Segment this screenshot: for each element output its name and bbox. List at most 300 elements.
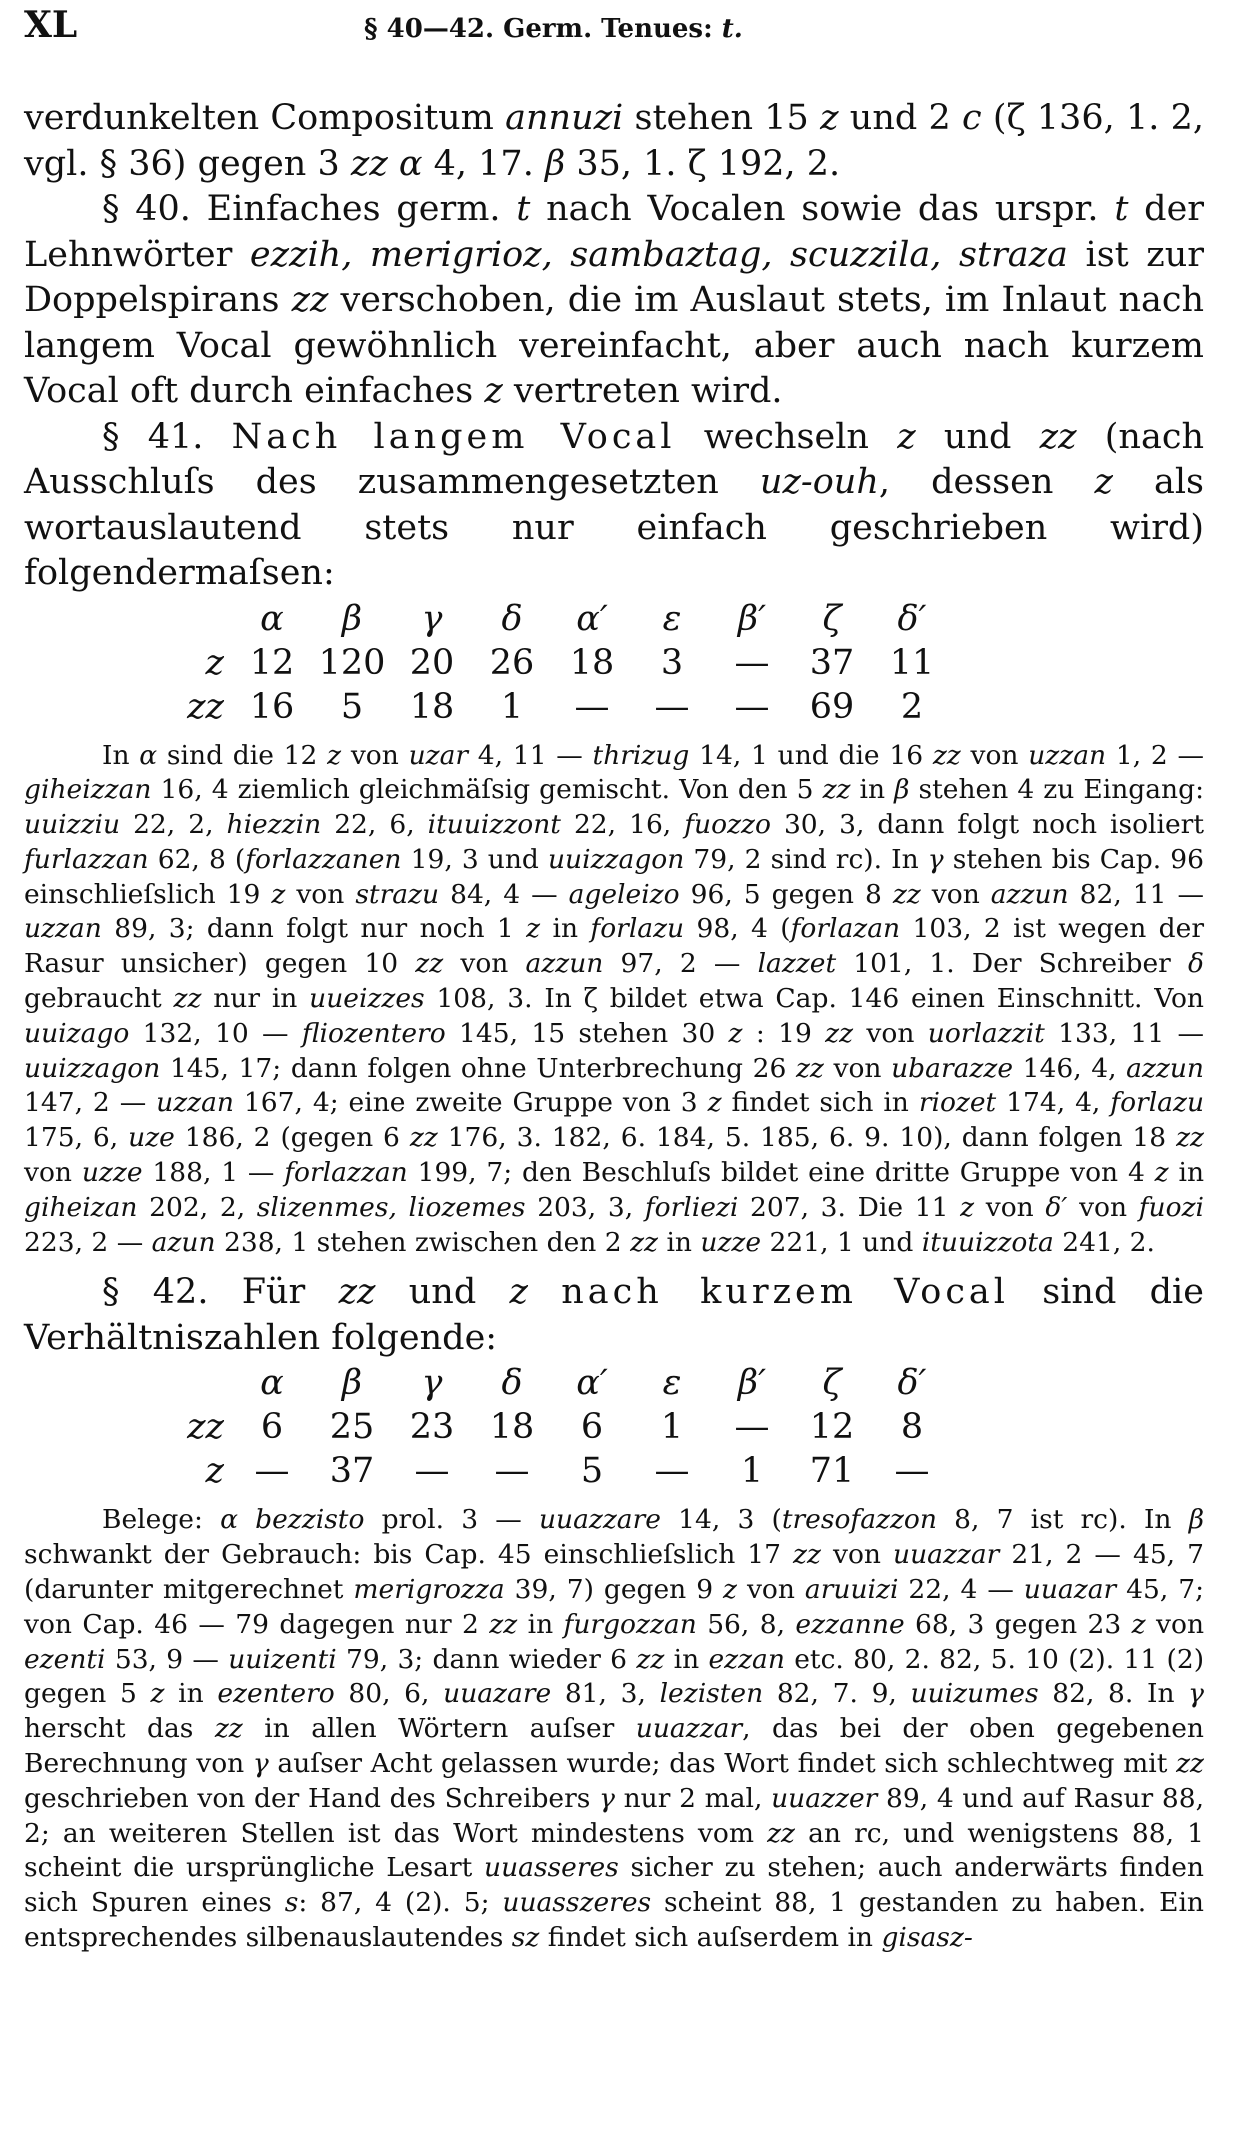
table-row-label: z <box>205 642 224 683</box>
table-column-header: γ <box>421 598 443 639</box>
table-cell: 2 <box>900 686 924 727</box>
table-cell: 6 <box>580 1407 604 1448</box>
text-run: von <box>737 1574 805 1606</box>
text-run: von <box>285 878 356 910</box>
table-cell: 1 <box>500 686 524 727</box>
italic-term: zz α <box>350 143 423 184</box>
italic-term: uorlazzit <box>927 1017 1045 1049</box>
table-column-header: β <box>341 598 363 639</box>
table-cell: — <box>734 1407 770 1448</box>
table-cell: 5 <box>340 686 364 727</box>
text-run: 186, 2 (gegen 6 <box>174 1122 410 1154</box>
italic-term: zz <box>173 983 202 1015</box>
italic-term: sz <box>511 1922 540 1954</box>
text-run: 221, 1 und <box>761 1226 922 1258</box>
spaced-heading-text: Nach langem Vocal <box>231 416 676 457</box>
text-run: 82, 11 — <box>1068 878 1204 910</box>
italic-term: lazzet <box>757 948 837 980</box>
text-run: von <box>823 1052 892 1084</box>
italic-term: zz <box>415 948 444 980</box>
italic-term: zz <box>338 1272 376 1313</box>
text-run: von <box>1145 1608 1205 1640</box>
italic-term: z <box>707 1087 722 1119</box>
short-vowel-count-table <box>164 1361 952 1493</box>
intro-paragraph <box>24 96 1204 187</box>
italic-term: uzar <box>408 739 469 771</box>
italic-term: giheizzan <box>24 774 152 806</box>
table-cell: 1 <box>740 1451 764 1492</box>
text-run: 108, 3. In ζ bildet etwa Cap. 146 einen Einschnitt. Von <box>424 983 1204 1015</box>
text-run: auſser Acht gelassen wurde; das Wort findet sich schlechtweg mit <box>268 1748 1177 1780</box>
text-run: in <box>164 1678 218 1710</box>
text-run: : 19 <box>742 1017 826 1049</box>
table-column-header: α <box>260 598 284 639</box>
italic-term: uuizziu <box>24 809 121 841</box>
italic-term: uueizzes <box>309 983 425 1015</box>
italic-term: azun <box>151 1226 216 1258</box>
text-run: 241, 2. <box>1053 1226 1155 1258</box>
text-run: 14, 1 und die 16 <box>689 739 933 771</box>
section-41-notes <box>24 739 1204 1261</box>
text-run: 22, 6, <box>321 809 428 841</box>
text-run: 145, 15 stehen 30 <box>445 1017 729 1049</box>
table-header-row <box>164 597 952 641</box>
table-cell: 18 <box>409 686 455 727</box>
text-run: nur 2 mal, <box>614 1782 772 1814</box>
text-run: 202, 2, <box>137 1191 257 1223</box>
italic-term: zz <box>291 280 329 320</box>
text-run: von <box>974 1191 1046 1223</box>
italic-term: ituuizzont <box>427 809 561 841</box>
text-run: verdunkelten Compositum <box>24 98 506 138</box>
italic-term: z <box>484 371 503 411</box>
italic-term: uuazare <box>443 1678 552 1710</box>
italic-term: ituuizzota <box>921 1226 1054 1258</box>
text-run: und 2 <box>838 98 963 138</box>
text-run: verschoben, die im Auslaut stets, im Inlaut nach langem Vocal gewöhnlich vereinfacht, aber auch nach kurzem Vocal oft durch einfaches <box>24 280 1204 411</box>
text-run: nach Vocalen sowie das urspr. <box>530 189 1115 229</box>
table-cell: 5 <box>580 1451 604 1492</box>
table-row-label: zz <box>187 686 224 727</box>
italic-term: z <box>1154 1157 1169 1189</box>
text-run: sicher zu stehen; auch anderwärts finden sich Spuren eines <box>24 1852 1204 1919</box>
italic-term: δ <box>1188 948 1204 980</box>
text-run: findet sich in <box>721 1087 919 1119</box>
text-run: 101, 1. Der Schreiber <box>836 948 1189 980</box>
table-cell: 1 <box>660 1407 684 1448</box>
table-row <box>164 1405 952 1449</box>
italic-term: α <box>139 739 158 771</box>
text-run: gebraucht <box>24 983 174 1015</box>
italic-term: forlazzanen <box>245 843 402 875</box>
text-run: 62, 8 ( <box>148 843 246 875</box>
text-run: 39, 7) gegen 9 <box>504 1574 724 1606</box>
table-column-header: ε <box>662 598 682 639</box>
running-title-text: § 40—42. Germ. Tenues: <box>364 14 722 44</box>
italic-term: thrizug <box>592 739 690 771</box>
italic-term: uz-ouh <box>759 462 879 502</box>
italic-term: β <box>544 143 566 184</box>
table-cell: 18 <box>569 642 615 683</box>
text-run: von <box>820 1539 894 1571</box>
text-run: in allen Wörtern auſser <box>242 1713 636 1745</box>
italic-term: uuizago <box>24 1017 130 1049</box>
italic-term: merigrozza <box>353 1574 505 1606</box>
spaced-heading-text: nach kurzem Vocal <box>561 1272 1009 1313</box>
table-cell: — <box>654 686 690 727</box>
text-run: , das bei der oben gegebenen Berechnung von <box>24 1713 1204 1780</box>
table-row <box>164 1449 952 1493</box>
table-column-header: α′ <box>576 1363 608 1404</box>
table-cell: — <box>574 686 610 727</box>
table-cell: — <box>254 1451 290 1492</box>
italic-term: forlazan <box>790 913 901 945</box>
text-run: Belege: <box>102 1504 221 1536</box>
italic-term: uzzan <box>156 1087 234 1119</box>
italic-term: uzzan <box>1028 739 1107 771</box>
italic-term: uuizumes <box>910 1678 1039 1710</box>
text-run <box>528 1272 561 1312</box>
table-corner-cell <box>164 1361 232 1405</box>
table-corner-cell <box>164 597 232 641</box>
text-run: 1, 2 — <box>1106 739 1204 771</box>
italic-term: uzze <box>81 1157 143 1189</box>
italic-term: z <box>1094 462 1113 502</box>
running-title-letter: t. <box>721 14 743 44</box>
text-run: findet sich auſserdem in <box>539 1922 882 1954</box>
italic-term: uuasszeres <box>502 1887 652 1919</box>
italic-term: uze <box>128 1122 175 1154</box>
text-run: in <box>517 1608 564 1640</box>
table-row <box>164 641 952 685</box>
text-run: 4, 17. <box>422 143 545 184</box>
text-run: 53, 9 — <box>105 1643 229 1675</box>
text-run: 146, 4, <box>1013 1052 1127 1084</box>
text-run: vertreten wird. <box>502 371 783 411</box>
text-run: (ζ 136, 1. 2, vgl. § 36) gegen 3 <box>24 98 1205 184</box>
italic-term: tresofazzon <box>781 1504 937 1536</box>
table-column-header: α <box>260 1363 284 1404</box>
text-run: (nach Ausschluſs des zusammengesetzten <box>24 416 1204 502</box>
text-run: und <box>915 416 1040 457</box>
italic-term: fuozzo <box>684 809 771 841</box>
text-run: scheint 88, 1 gestanden zu haben. Ein entsprechendes silbenauslautendes <box>24 1887 1204 1954</box>
table-column-header: α′ <box>576 598 608 639</box>
italic-term: ubarazze <box>891 1052 1014 1084</box>
italic-term: zz <box>825 1017 854 1049</box>
italic-term: ageleizo <box>568 878 680 910</box>
italic-term: uuizenti <box>228 1643 337 1675</box>
italic-term: β <box>1188 1504 1205 1536</box>
italic-term: z <box>271 878 286 910</box>
italic-term: hiezzin <box>226 809 322 841</box>
italic-term: riozet <box>918 1087 997 1119</box>
section-42-notes <box>24 1503 1204 1955</box>
text-run: 68, 3 gegen 23 <box>904 1608 1132 1640</box>
italic-term: t <box>516 189 531 229</box>
table-column-header: δ <box>501 598 523 639</box>
text-run: 82, 8. In <box>1038 1678 1189 1710</box>
text-run: 79, 2 sind rc). In <box>684 843 928 875</box>
italic-term: zz <box>1039 416 1077 457</box>
text-run: in <box>1168 1157 1205 1189</box>
italic-term: zz <box>767 1817 796 1849</box>
italic-term: uuizzagon <box>24 1052 161 1084</box>
table-row-label: zz <box>187 1407 224 1448</box>
text-run: 35, 1. ζ 192, 2. <box>565 143 841 184</box>
italic-term: fuozi <box>1138 1191 1205 1223</box>
table-cell: 37 <box>329 1451 375 1492</box>
italic-term: zz <box>932 739 961 771</box>
text-run: 188, 1 — <box>142 1157 285 1189</box>
table-cell: 18 <box>489 1407 535 1448</box>
italic-term: ezenti <box>24 1643 106 1675</box>
text-run: stehen bis Cap. 96 einschlieſslich 19 <box>24 843 1204 910</box>
italic-term: annuzi <box>505 98 624 138</box>
italic-term: ezentero <box>217 1678 335 1710</box>
table-column-header: δ′ <box>897 598 927 639</box>
section-41-paragraph <box>24 415 1204 597</box>
italic-term: forliezi <box>644 1191 739 1223</box>
table-cell: 26 <box>489 642 535 683</box>
text-run: 223, 2 — <box>24 1226 152 1258</box>
text-run: In <box>102 739 140 771</box>
italic-term: β <box>894 774 910 806</box>
table-header-row <box>164 1361 952 1405</box>
italic-term: z <box>509 1272 528 1313</box>
text-run: und <box>375 1272 510 1313</box>
table-column-header: δ′ <box>897 1363 927 1404</box>
text-run: 80, 6, <box>334 1678 444 1710</box>
text-run: nur in <box>201 983 310 1015</box>
text-run: der Lehnwörter <box>24 189 1205 275</box>
long-vowel-count-table <box>164 597 952 729</box>
text-run: 199, 7; den Beschluſs bildet eine dritte Gruppe von 4 <box>407 1157 1155 1189</box>
text-run: 97, 2 — <box>603 948 758 980</box>
text-run: § 41. <box>102 416 232 457</box>
text-run: 96, 5 gegen 8 <box>679 878 893 910</box>
italic-term: furgozzan <box>563 1608 697 1640</box>
italic-term: t <box>1114 189 1129 229</box>
italic-term: forlazu <box>1110 1087 1205 1119</box>
table-column-header: δ <box>501 1363 523 1404</box>
text-run: in <box>658 1226 701 1258</box>
italic-term: aruuizi <box>804 1574 899 1606</box>
table-cell: 12 <box>809 1407 855 1448</box>
italic-term: z <box>526 913 541 945</box>
table-cell: — <box>894 1451 930 1492</box>
text-run: von <box>920 878 991 910</box>
table-cell: — <box>414 1451 450 1492</box>
italic-term: ezzih, merigrioz, sambaztag, scuzzila, straza <box>249 234 1068 275</box>
italic-term: z <box>820 98 839 138</box>
table-column-header: β′ <box>737 1363 767 1404</box>
text-run: 14, 3 ( <box>660 1504 782 1536</box>
text-run: sind die 12 <box>157 739 328 771</box>
text-run: von <box>960 739 1029 771</box>
italic-term: uuazzare <box>538 1504 661 1536</box>
italic-term: uzzan <box>24 913 102 945</box>
italic-term: forlazzan <box>284 1157 408 1189</box>
table-column-header: ζ <box>822 1363 842 1404</box>
text-run: 203, 3, <box>525 1191 645 1223</box>
text-run: wechseln <box>675 416 898 457</box>
text-run: von <box>341 739 409 771</box>
text-run: in <box>850 774 895 806</box>
table-cell: 16 <box>249 686 295 727</box>
italic-term: azzun <box>525 948 604 980</box>
text-run: 133, 11 — <box>1044 1017 1205 1049</box>
text-run: etc. 80, 2. 82, 5. 10 (2). 11 (2) gegen 5 <box>24 1643 1205 1710</box>
italic-term: z <box>723 1574 737 1606</box>
text-run: stehen 15 <box>623 98 821 138</box>
text-run: 79, 3; dann wieder 6 <box>336 1643 637 1675</box>
italic-term: zz <box>892 878 921 910</box>
italic-term: c <box>962 98 982 138</box>
text-run: 19, 3 und <box>401 843 548 875</box>
italic-term: zz <box>409 1122 438 1154</box>
italic-term: z <box>960 1191 975 1223</box>
italic-term: zz <box>795 1052 824 1084</box>
italic-term: γ <box>599 1782 615 1814</box>
text-run: 174, 4, <box>996 1087 1111 1119</box>
table-cell: 3 <box>660 642 684 683</box>
italic-term: uuazzar <box>893 1539 1000 1571</box>
text-run: 238, 1 stehen zwischen den 2 <box>215 1226 631 1258</box>
italic-term: z <box>1131 1608 1146 1640</box>
italic-term: s <box>284 1887 299 1919</box>
text-run: als wortauslautend stets nur einfach geschrieben wird) folgendermaſsen: <box>24 462 1205 593</box>
text-run: von <box>853 1017 928 1049</box>
text-run: 89, 4 und auf Rasur 88, 2; an weiteren Stellen ist das Wort mindestens vom <box>24 1782 1205 1849</box>
running-header <box>24 4 1204 52</box>
table-row-label: z <box>205 1451 224 1492</box>
table-column-header: γ <box>421 1363 443 1404</box>
text-run: 98, 4 ( <box>684 913 791 945</box>
text-run: § 40. Einfaches germ. <box>102 189 517 229</box>
table-cell: — <box>734 642 770 683</box>
text-run: 30, 3, dann folgt noch isoliert <box>770 809 1205 841</box>
text-run: : 87, 4 (2). 5; <box>298 1887 503 1919</box>
table-cell: 25 <box>329 1407 375 1448</box>
text-run: 147, 2 — <box>24 1087 157 1119</box>
italic-term: forlazu <box>590 913 685 945</box>
text-run: von <box>443 948 526 980</box>
italic-term: zz <box>489 1608 518 1640</box>
italic-term: δ′ <box>1045 1191 1068 1223</box>
text-run: 89, 3; dann folgt nur noch 1 <box>101 913 527 945</box>
text-run: in <box>664 1643 709 1675</box>
section-40-paragraph <box>24 187 1204 415</box>
table-cell: — <box>494 1451 530 1492</box>
text-run: 145, 17; dann folgen ohne Unterbrechung 26 <box>160 1052 796 1084</box>
text-run: 103, 2 ist wegen der Rasur unsicher) gegen 10 <box>24 913 1204 980</box>
text-run: sind die Verhältniszahlen folgende: <box>24 1272 1204 1358</box>
text-run: 132, 10 — <box>129 1017 302 1049</box>
italic-term: zz <box>630 1226 659 1258</box>
text-run: 84, 4 — <box>439 878 569 910</box>
italic-term: γ <box>927 843 944 875</box>
table-column-header: ε <box>662 1363 682 1404</box>
italic-term: α bezzisto <box>220 1504 365 1536</box>
italic-term: uuazzer <box>771 1782 878 1814</box>
text-run: herscht das <box>24 1713 215 1745</box>
italic-term: uuizzagon <box>547 843 685 875</box>
italic-term: strazu <box>355 878 440 910</box>
table-cell: 69 <box>809 686 855 727</box>
italic-term: furlazzan <box>24 843 149 875</box>
italic-term: ezzanne <box>795 1608 905 1640</box>
text-run: 22, 16, <box>560 809 685 841</box>
text-run: 8, 7 ist rc). In <box>936 1504 1189 1536</box>
italic-term: z <box>150 1678 165 1710</box>
italic-term: zz <box>1176 1122 1204 1154</box>
text-run: 81, 3, <box>551 1678 660 1710</box>
table-column-header: β <box>341 1363 363 1404</box>
text-run: geschrieben von der Hand des Schreibers <box>24 1782 600 1814</box>
italic-term: γ <box>252 1748 269 1780</box>
text-run: , dessen <box>878 462 1095 502</box>
text-run: 167, 4; eine zweite Gruppe von 3 <box>234 1087 708 1119</box>
text-run: 56, 8, <box>696 1608 796 1640</box>
italic-term: giheizan <box>24 1191 138 1223</box>
table-row <box>164 685 952 729</box>
table-cell: 120 <box>318 642 386 683</box>
table-cell: — <box>654 1451 690 1492</box>
table-cell: 37 <box>809 642 855 683</box>
italic-term: zz <box>636 1643 665 1675</box>
italic-term: slizenmes, liozemes <box>256 1191 526 1223</box>
italic-term: uuazar <box>1023 1574 1117 1606</box>
text-run: schwankt der Gebrauch: bis Cap. 45 einschlieſslich 17 <box>24 1539 794 1571</box>
text-run: stehen 4 zu Eingang: <box>909 774 1204 806</box>
italic-term: gisasz- <box>881 1922 973 1954</box>
text-run: 22, 2, <box>120 809 227 841</box>
italic-term: zz <box>214 1713 243 1745</box>
italic-term: z <box>327 739 342 771</box>
table-cell: 20 <box>409 642 455 683</box>
text-run: 45, 7; von Cap. 46 — 79 dagegen nur 2 <box>24 1574 1205 1640</box>
page-number: XL <box>24 4 78 46</box>
italic-term: zz <box>822 774 851 806</box>
text-run: in <box>540 913 591 945</box>
italic-term: zz <box>793 1539 821 1571</box>
italic-term: ezzan <box>708 1643 785 1675</box>
table-column-header: ζ <box>822 598 842 639</box>
text-run: § 42. Für <box>102 1272 339 1313</box>
text-run: von <box>1067 1191 1139 1223</box>
text-run: prol. 3 — <box>364 1504 539 1536</box>
table-column-header: β′ <box>737 598 767 639</box>
italic-term: γ <box>1188 1678 1205 1710</box>
text-run: 4, 11 — <box>468 739 593 771</box>
italic-term: z <box>728 1017 743 1049</box>
text-run: an rc, und wenigstens 88, 1 scheint die ursprüngliche Lesart <box>24 1817 1204 1884</box>
text-run: 82, 7. 9, <box>763 1678 911 1710</box>
italic-term: z <box>897 416 916 457</box>
table-cell: 23 <box>409 1407 455 1448</box>
text-run: 176, 3. 182, 6. 184, 5. 185, 6. 9. 10), dann folgen 18 <box>437 1122 1177 1154</box>
italic-term: zz <box>1176 1748 1204 1780</box>
table-cell: 8 <box>900 1407 924 1448</box>
text-run: 175, 6, <box>24 1122 129 1154</box>
text-run: 22, 4 — <box>898 1574 1024 1606</box>
table-cell: 71 <box>809 1451 855 1492</box>
italic-term: lezisten <box>659 1678 764 1710</box>
italic-term: uuasseres <box>484 1852 619 1884</box>
text-run: 207, 3. Die 11 <box>738 1191 961 1223</box>
italic-term: azzun <box>1126 1052 1204 1084</box>
